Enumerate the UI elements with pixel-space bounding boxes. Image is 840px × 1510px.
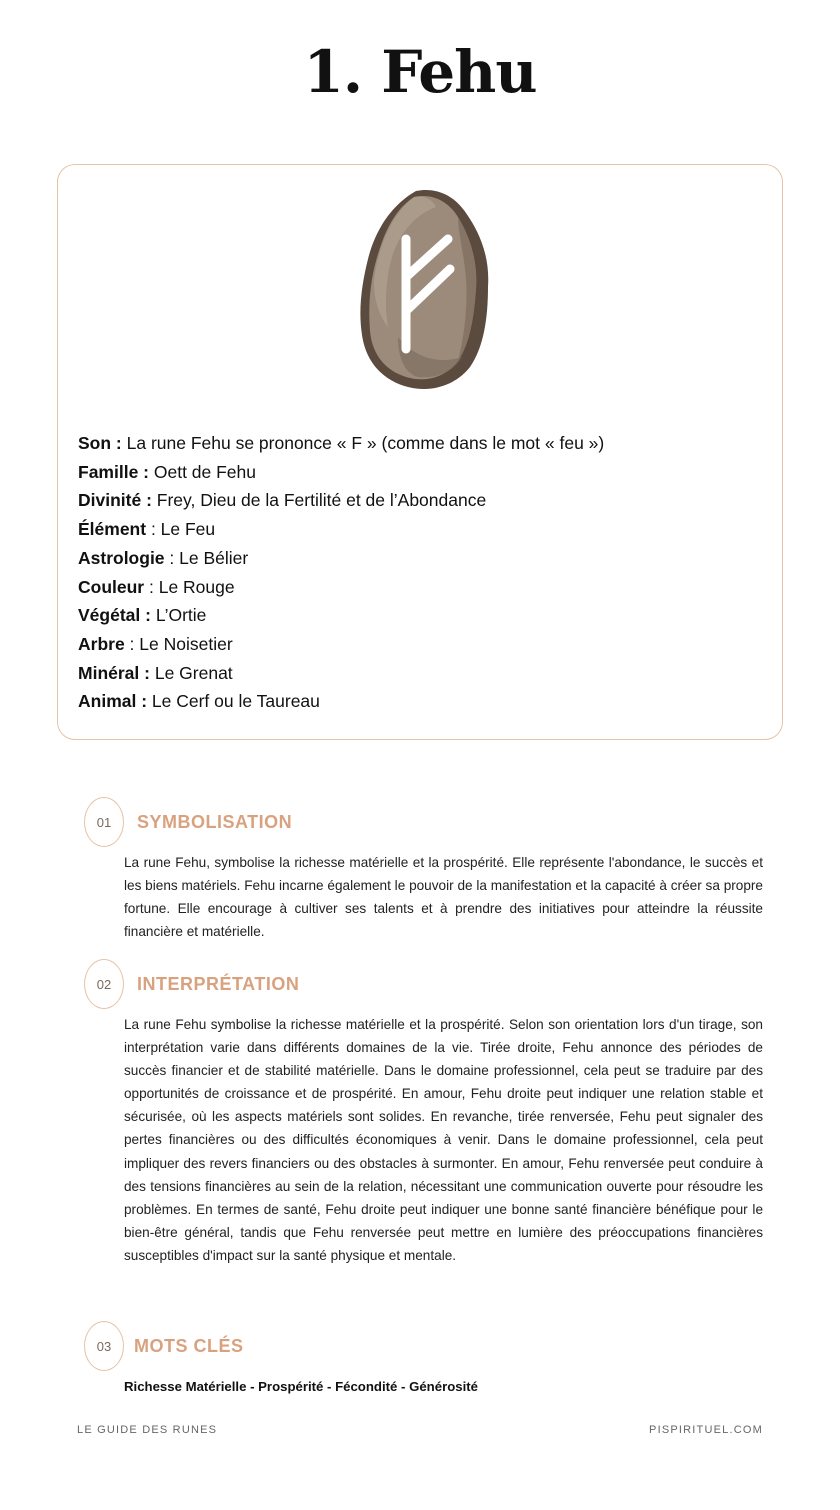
section-number-badge: 02 <box>84 959 124 1009</box>
property-row <box>78 458 604 487</box>
property-row <box>78 659 604 688</box>
section-text-symbolisation: La rune Fehu, symbolise la richesse matérielle et la prospérité. Elle représente l'abondance, le succès et les biens matériels. Fehu incarne également le pouvoir de la manifestation et la capacité à créer sa propre fortune. Elle encourage à cultiver ses talents et à prendre des initiatives pour atteindre la réussite financière et matérielle. <box>124 855 763 940</box>
property-value: L’Ortie <box>150 605 207 626</box>
property-row <box>78 486 604 515</box>
property-label: Son : <box>78 433 122 453</box>
fehu-rune-stone-icon <box>358 187 494 393</box>
property-row <box>78 544 604 573</box>
footer-guide-title: LE GUIDE DES RUNES <box>77 1424 218 1436</box>
section-title-symbolisation: SYMBOLISATION <box>137 812 293 832</box>
property-row <box>78 630 604 659</box>
property-value: La rune Fehu se prononce « F » (comme dans le mot « feu ») <box>121 433 605 453</box>
property-label: Animal : <box>78 691 148 712</box>
property-value: Le Grenat <box>149 662 233 683</box>
keywords-line: Richesse Matérielle - Prospérité - Fécondité - Générosité <box>124 1379 478 1394</box>
property-row <box>78 515 604 544</box>
property-value: Oett de Fehu <box>149 461 257 482</box>
property-value: : Le Bélier <box>164 547 249 568</box>
property-label: Couleur <box>78 576 145 597</box>
page-title: 1. Fehu <box>303 38 537 106</box>
property-label: Divinité : <box>78 490 152 511</box>
property-value: Frey, Dieu de la Fertilité et de l’Abondance <box>151 490 487 511</box>
property-label: Élément <box>78 519 147 540</box>
property-value: Le Cerf ou le Taureau <box>147 691 320 712</box>
section-number-badge: 01 <box>84 797 124 847</box>
property-row <box>78 601 604 630</box>
section-text-interpretation: La rune Fehu symbolise la richesse matérielle et la prospérité. Selon son orientation lors d'un tirage, son interprétation varie dans différents domaines de la vie. Tirée droite, Fehu annonce des périodes de succès financier et de stabilité matérielle. Dans le domaine professionnel, cela peut se traduire par des opportunités de croissance et de prospérité. En amour, Fehu droite peut indiquer une relation stable et sécurisée, où les aspects matériels sont solides. En revanche, tirée renversée, Fehu peut signaler des pertes financières ou des difficultés économiques à venir. Dans le domaine professionnel, cela peut impliquer des revers financiers ou des obstacles à surmonter. En amour, Fehu renversée peut conduire à des tensions financières au sein de la relation, nécessitant une communication ouverte pour résoudre les problèmes. En termes de santé, Fehu droite peut indiquer une bonne santé financière bénéfique pour le bien-être général, tandis que Fehu renversée peut mettre en lumière des préoccupations financières susceptibles d'impact sur la santé physique et mentale. <box>124 1017 763 1263</box>
property-value: : Le Feu <box>146 519 216 540</box>
property-label: Arbre <box>78 633 125 654</box>
property-label: Végétal : <box>78 605 151 626</box>
property-value: : Le Noisetier <box>124 633 233 654</box>
property-value: : Le Rouge <box>144 576 235 597</box>
property-row <box>78 687 604 716</box>
footer-website: PISPIRITUEL.COM <box>649 1424 763 1436</box>
property-row <box>78 429 604 458</box>
rune-info-card <box>57 164 783 740</box>
property-label: Astrologie <box>78 547 165 568</box>
property-row <box>78 573 604 602</box>
property-label: Minéral : <box>78 662 150 683</box>
rune-properties-list <box>78 429 604 716</box>
section-number-badge: 03 <box>84 1321 124 1371</box>
property-label: Famille : <box>78 461 149 482</box>
section-title-interpretation: INTERPRÉTATION <box>137 974 300 994</box>
section-title-mots-cles: MOTS CLÉS <box>134 1336 244 1356</box>
